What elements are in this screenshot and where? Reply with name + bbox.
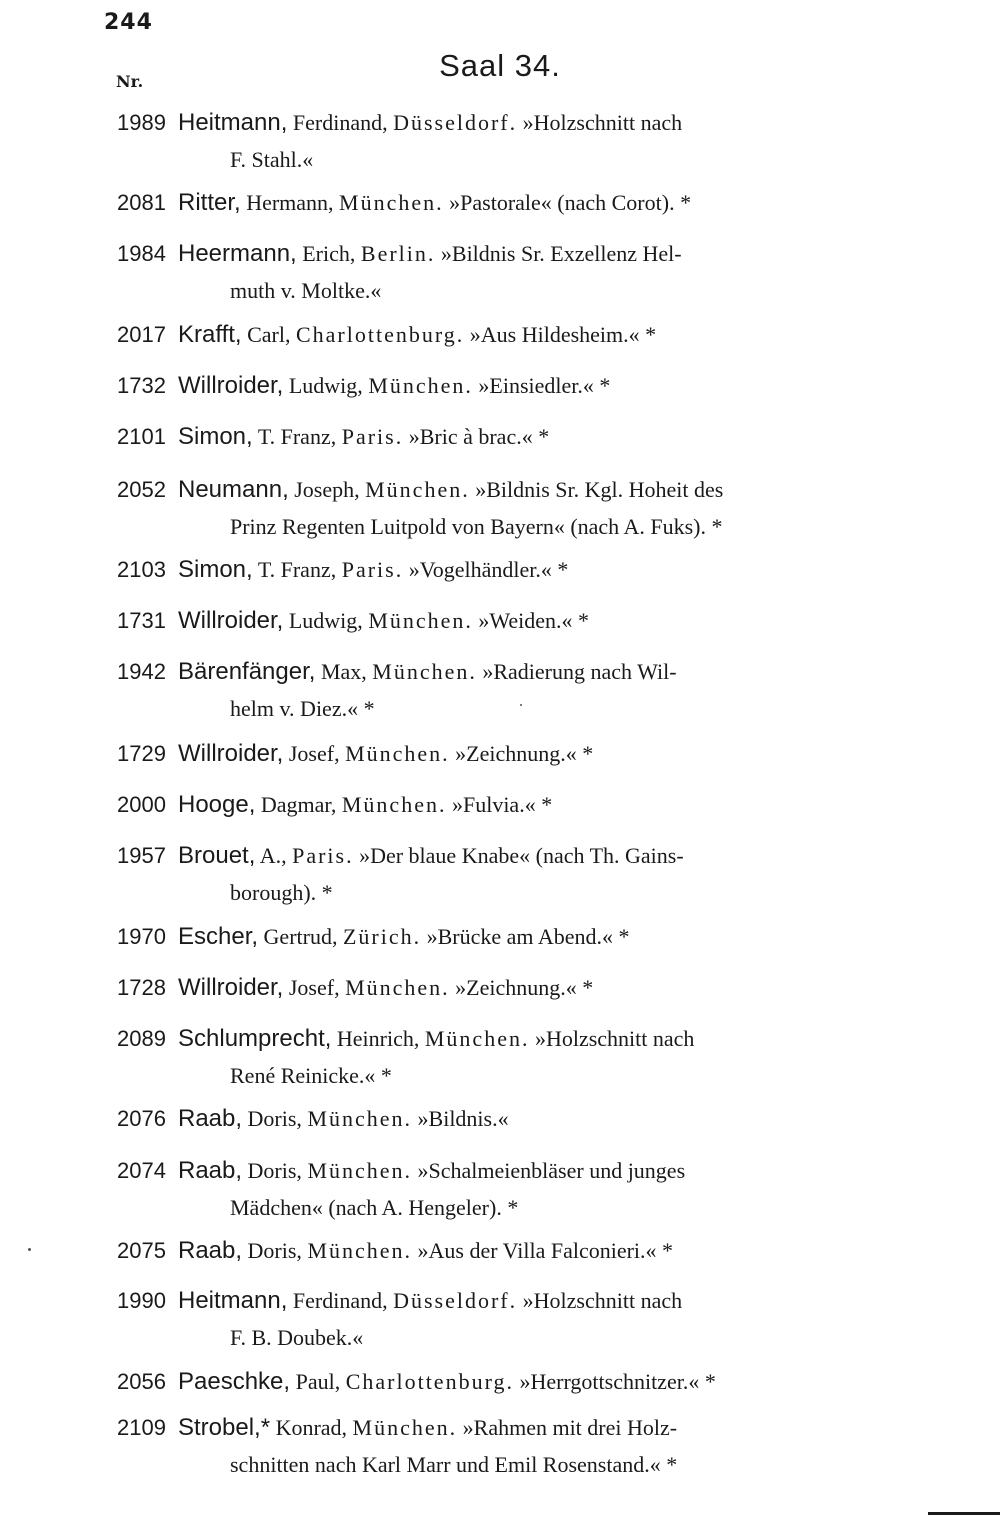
entry-number: 1728: [117, 975, 166, 1000]
artist-given-name: T. Franz,: [257, 557, 337, 582]
work-title: »Zeichnung.« *: [455, 741, 594, 766]
artist-given-name: Heinrich,: [336, 1026, 420, 1051]
print-speck: [520, 704, 522, 706]
artist-city: München.: [345, 975, 450, 1000]
entry-continuation: muth v. Moltke.«: [230, 278, 382, 303]
work-title: »Aus der Villa Falconieri.« *: [417, 1238, 674, 1263]
artist-city: München.: [372, 659, 477, 684]
entry-continuation: F. B. Doubek.«: [230, 1325, 364, 1350]
artist-city: Berlin.: [360, 241, 436, 266]
work-title: »Der blaue Knabe« (nach Th. Gains-: [359, 843, 684, 868]
print-speck: [28, 1248, 31, 1251]
artist-city: München.: [339, 190, 444, 215]
artist-city: München.: [424, 1026, 530, 1051]
catalog-entry: [104, 918, 896, 955]
artist-surname: Heitmann,: [178, 1287, 288, 1314]
work-title: »Weiden.« *: [478, 608, 590, 633]
artist-given-name: Gertrud,: [263, 924, 338, 949]
artist-given-name: Dagmar,: [260, 792, 337, 817]
artist-given-name: Ludwig,: [288, 373, 363, 398]
artist-city: Charlottenburg.: [345, 1369, 514, 1394]
entry-continuation: helm v. Diez.« *: [230, 696, 375, 721]
work-title: »Pastorale« (nach Corot). *: [449, 190, 692, 215]
artist-given-name: Ferdinand,: [292, 1288, 388, 1313]
entry-number: 2109: [117, 1415, 166, 1440]
work-title: »Bildnis Sr. Kgl. Hoheit des: [475, 477, 724, 502]
artist-surname: Raab,: [178, 1157, 243, 1184]
entry-number: 1989: [117, 110, 166, 135]
catalog-entry: [104, 786, 896, 823]
work-title: »Holzschnitt nach: [522, 1288, 683, 1313]
artist-surname: Simon,: [178, 423, 253, 450]
entry-number: 2101: [117, 424, 166, 449]
artist-city: München.: [307, 1158, 413, 1183]
entry-number: 1984: [117, 241, 166, 266]
catalog-entry: [104, 184, 896, 221]
artist-city: München.: [307, 1106, 413, 1131]
entry-number: 1957: [117, 843, 166, 868]
catalog-entry: [104, 1232, 896, 1269]
artist-given-name: Paul,: [295, 1369, 341, 1394]
artist-surname: Heermann,: [178, 240, 297, 267]
artist-surname: Brouet,: [178, 842, 256, 869]
work-title: »Vogelhändler.« *: [408, 557, 569, 582]
artist-city: München.: [352, 1415, 458, 1440]
entry-number: 2076: [117, 1106, 166, 1131]
catalog-entry: [104, 235, 896, 309]
work-title: »Zeichnung.« *: [455, 975, 594, 1000]
artist-city: Düsseldorf.: [393, 1288, 518, 1313]
catalog-entry: [104, 1100, 896, 1137]
entry-number: 2075: [117, 1238, 166, 1263]
work-title: »Schalmeienbläser und junges: [417, 1158, 686, 1183]
work-title: »Einsiedler.« *: [478, 373, 611, 398]
work-title: »Bildnis.«: [417, 1106, 509, 1131]
artist-given-name: Josef,: [288, 975, 340, 1000]
catalog-entry: [104, 1363, 896, 1400]
artist-surname: Willroider,: [178, 372, 284, 399]
artist-surname: Willroider,: [178, 740, 284, 767]
work-title: »Rahmen mit drei Holz-: [462, 1415, 678, 1440]
entry-continuation: borough). *: [230, 880, 333, 905]
artist-city: München.: [368, 373, 473, 398]
artist-surname: Ritter,: [178, 189, 241, 216]
artist-given-name: Josef,: [288, 741, 340, 766]
work-title: »Holzschnitt nach: [534, 1026, 695, 1051]
catalog-entry: [104, 1152, 896, 1226]
hall-title: Saal 34.: [439, 48, 561, 83]
catalog-entry: [104, 551, 896, 588]
artist-given-name: Hermann,: [246, 190, 334, 215]
artist-surname: Escher,: [178, 923, 259, 950]
entry-number: 1732: [117, 373, 166, 398]
entry-continuation: Mädchen« (nach A. Hengeler). *: [230, 1195, 519, 1220]
artist-city: München.: [307, 1238, 413, 1263]
entry-number: 1990: [117, 1288, 166, 1313]
work-title: »Herrgottschnitzer.« *: [519, 1369, 716, 1394]
catalog-entry: [104, 735, 896, 772]
artist-given-name: Erich,: [302, 241, 356, 266]
work-title: »Bric à brac.« *: [408, 424, 550, 449]
catalog-entry: [104, 602, 896, 639]
artist-given-name: Joseph,: [294, 477, 360, 502]
entry-number: 2081: [117, 190, 166, 215]
artist-surname: Bärenfänger,: [178, 658, 316, 685]
artist-given-name: A.,: [259, 843, 287, 868]
artist-given-name: Carl,: [247, 322, 291, 347]
entry-number: 1731: [117, 608, 166, 633]
artist-surname: Krafft,: [178, 321, 242, 348]
entry-number: 2056: [117, 1369, 166, 1394]
nr-column-label: Nr.: [116, 72, 144, 91]
entry-continuation: Prinz Regenten Luitpold von Bayern« (nach A. Fuks). *: [230, 514, 723, 539]
artist-given-name: Doris,: [247, 1158, 302, 1183]
artist-city: Paris.: [341, 424, 404, 449]
artist-city: Zürich.: [342, 924, 422, 949]
entry-continuation: F. Stahl.«: [230, 147, 314, 172]
page-number: 244: [104, 10, 153, 35]
artist-city: München.: [368, 608, 473, 633]
work-title: »Aus Hildesheim.« *: [469, 322, 657, 347]
artist-given-name: Konrad,: [275, 1415, 348, 1440]
artist-surname: Willroider,: [178, 607, 284, 634]
catalog-entry: [104, 104, 896, 178]
artist-given-name: Ludwig,: [288, 608, 363, 633]
artist-surname: Raab,: [178, 1237, 243, 1264]
scan-edge-rule: [928, 1512, 1000, 1515]
artist-surname: Schlumprecht,: [178, 1025, 332, 1052]
artist-city: Charlottenburg.: [295, 322, 465, 347]
artist-surname: Neumann,: [178, 476, 289, 503]
entry-number: 2103: [117, 557, 166, 582]
artist-surname: Simon,: [178, 556, 253, 583]
entry-number: 2074: [117, 1158, 166, 1183]
artist-given-name: Doris,: [247, 1106, 302, 1131]
entry-number: 1942: [117, 659, 166, 684]
artist-surname: Willroider,: [178, 974, 284, 1001]
catalog-entry: [104, 837, 896, 911]
work-title: »Brücke am Abend.« *: [426, 924, 630, 949]
artist-surname: Strobel,*: [178, 1414, 271, 1441]
entry-number: 2000: [117, 792, 166, 817]
catalog-entry: [104, 367, 896, 404]
artist-city: Paris.: [341, 557, 404, 582]
artist-surname: Paeschke,: [178, 1368, 291, 1395]
artist-surname: Heitmann,: [178, 109, 288, 136]
catalog-entry: [104, 1409, 896, 1483]
work-title: »Bildnis Sr. Exzellenz Hel-: [440, 241, 682, 266]
catalog-entry: [104, 418, 896, 455]
catalog-entry: [104, 969, 896, 1006]
artist-city: München.: [365, 477, 470, 502]
artist-city: München.: [341, 792, 447, 817]
entry-number: 2052: [117, 477, 166, 502]
catalog-entry: [104, 653, 896, 727]
artist-city: Paris.: [292, 843, 354, 868]
artist-surname: Hooge,: [178, 791, 256, 818]
catalog-entry: [104, 1282, 896, 1356]
artist-city: Düsseldorf.: [393, 110, 518, 135]
artist-given-name: Ferdinand,: [292, 110, 388, 135]
entry-number: 1970: [117, 924, 166, 949]
entry-number: 1729: [117, 741, 166, 766]
entry-continuation: René Reinicke.« *: [230, 1063, 392, 1088]
catalog-entry: [104, 316, 896, 353]
work-title: »Radierung nach Wil-: [482, 659, 677, 684]
entry-number: 2089: [117, 1026, 166, 1051]
artist-surname: Raab,: [178, 1105, 243, 1132]
artist-given-name: Doris,: [247, 1238, 302, 1263]
artist-given-name: T. Franz,: [257, 424, 337, 449]
artist-city: München.: [345, 741, 450, 766]
work-title: »Holzschnitt nach: [522, 110, 683, 135]
catalog-entry: [104, 471, 896, 545]
artist-given-name: Max,: [320, 659, 367, 684]
entry-continuation: schnitten nach Karl Marr und Emil Rosenstand.« *: [230, 1452, 678, 1477]
entry-number: 2017: [117, 322, 166, 347]
catalog-entry: [104, 1020, 896, 1094]
work-title: »Fulvia.« *: [451, 792, 553, 817]
